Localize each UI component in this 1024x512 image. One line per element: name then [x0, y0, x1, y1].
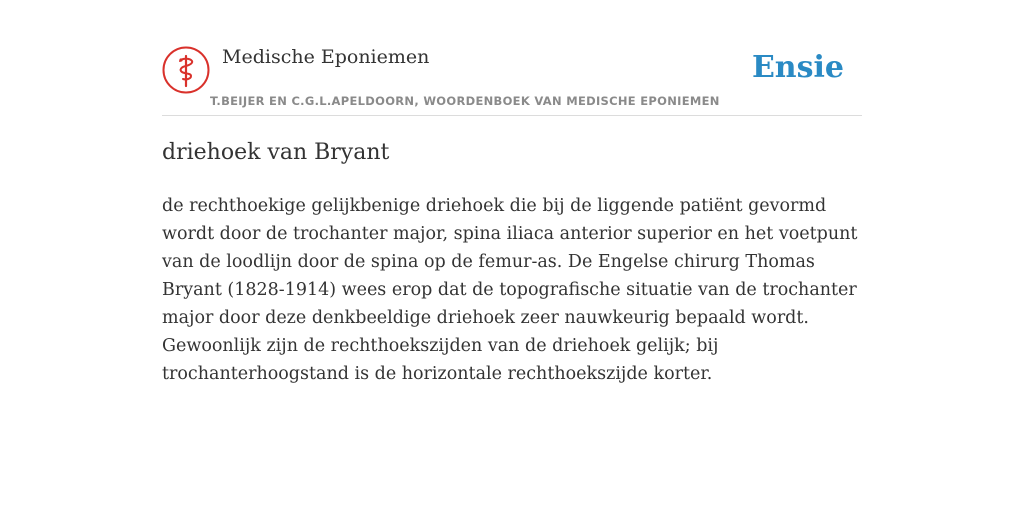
rod-of-asclepius-icon[interactable]: [162, 46, 210, 94]
entry-term: driehoek van Bryant: [162, 140, 390, 165]
entry-definition: de rechthoekige gelijkbenige driehoek die bij de liggende patiënt gevormd wordt door de trochanter major, spina iliaca anterior superior en het voetpunt van de loodlijn door de spina op de femur-as. De Engelse chirurg Thomas Bryant (1828-1914) wees erop dat de topografische situatie van de trochanter major door deze denkbeeldige driehoek zeer nauwkeurig bepaald wordt. Gewoonlijk zijn de rechthoekszijden van de driehoek gelijk; bij trochanterhoogstand is de horizontale rechthoekszijde korter.: [162, 196, 858, 384]
source-subtitle: T.BEIJER EN C.G.L.APELDOORN, WOORDENBOEK VAN MEDISCHE EPONIEMEN: [210, 94, 720, 108]
source-header: [162, 44, 862, 116]
ensie-logo-link[interactable]: Ensie: [751, 50, 844, 85]
source-title[interactable]: Medische Eponiemen: [222, 46, 430, 68]
